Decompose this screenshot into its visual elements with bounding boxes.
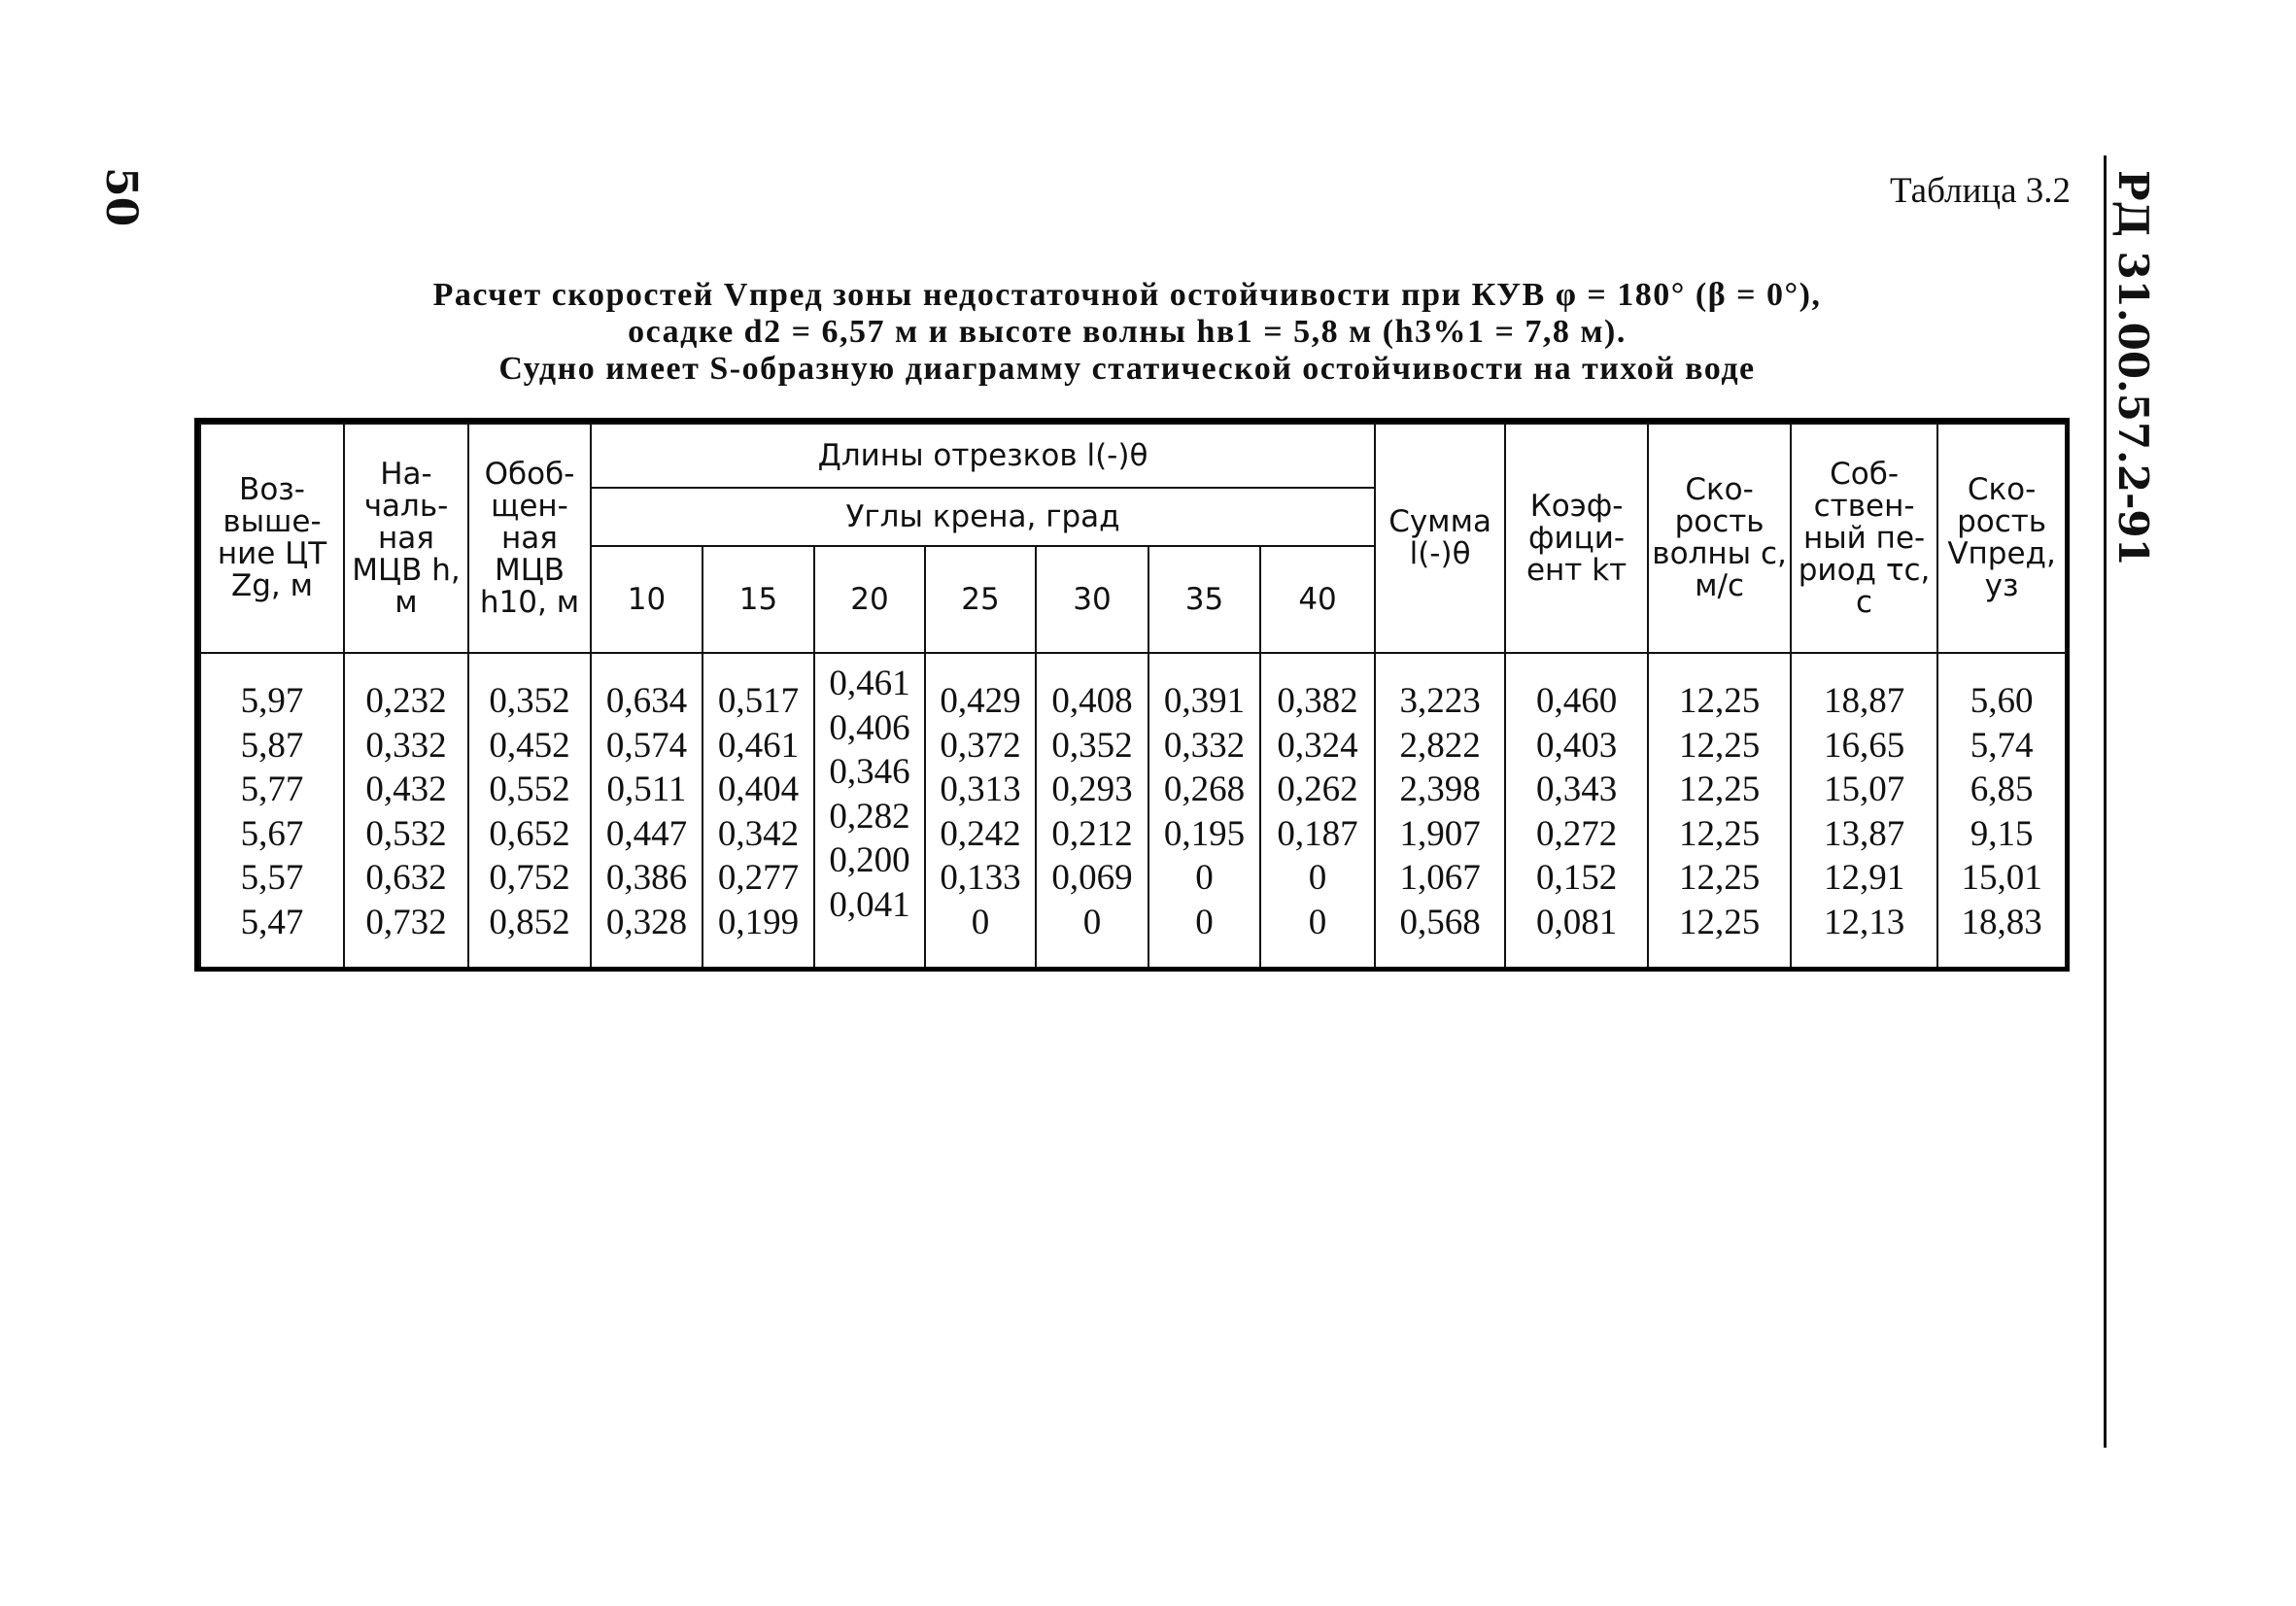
cell-v-row-6: 18,83 — [1961, 902, 2042, 942]
cell-a35-row-3: 0,268 — [1163, 769, 1246, 809]
cell-zg-row-4: 5,67 — [240, 813, 304, 854]
column-sum — [1375, 653, 1505, 967]
table-label: Таблица 3.2 — [1890, 171, 2071, 211]
cell-h10-row-2: 0,452 — [489, 725, 570, 766]
cell-a30-row-4: 0,212 — [1051, 813, 1133, 854]
cell-kt-row-1: 0,460 — [1535, 681, 1618, 721]
cell-h-row-2: 0,332 — [365, 725, 447, 766]
cell-a40-row-3: 0,262 — [1277, 769, 1358, 809]
column-h — [344, 653, 468, 967]
cell-sum-row-2: 2,822 — [1399, 725, 1481, 766]
header-angle-35: 35 — [1148, 546, 1260, 653]
cell-h10-row-5: 0,752 — [489, 858, 570, 898]
margin-rule — [2104, 155, 2107, 1448]
cell-a30-row-2: 0,352 — [1051, 725, 1133, 766]
cell-h10-row-4: 0,652 — [489, 813, 570, 854]
header-kt: Коэф-фици-ент kт — [1505, 424, 1648, 653]
cell-v-row-1: 5,60 — [1970, 681, 2034, 721]
cell-v-row-2: 5,74 — [1970, 725, 2034, 766]
cell-kt-row-5: 0,152 — [1535, 858, 1618, 898]
cell-zg-row-2: 5,87 — [240, 725, 304, 766]
cell-sum-row-1: 3,223 — [1399, 681, 1481, 721]
header-v-limit: Ско-рость Vпред, уз — [1937, 424, 2066, 653]
cell-h10-row-6: 0,852 — [489, 902, 570, 942]
document-code: РД 31.00.57.2-91 — [2109, 170, 2157, 566]
cell-a30-row-6: 0 — [1082, 902, 1102, 942]
cell-sum-row-4: 1,907 — [1399, 813, 1481, 854]
column-angle-20 — [814, 653, 925, 967]
cell-c-row-6: 12,25 — [1678, 902, 1761, 942]
cell-a10-row-6: 0,328 — [605, 902, 688, 942]
cell-h10-row-3: 0,552 — [489, 769, 570, 809]
cell-h-row-4: 0,532 — [365, 813, 447, 854]
column-angle-10 — [591, 653, 703, 967]
cell-a10-row-2: 0,574 — [605, 725, 688, 766]
cell-v-row-3: 6,85 — [1970, 769, 2034, 809]
cell-a25-row-2: 0,372 — [940, 725, 1021, 766]
cell-a25-row-1: 0,429 — [940, 681, 1021, 721]
cell-a20-row-5: 0,200 — [829, 840, 910, 880]
cell-a40-row-4: 0,187 — [1277, 813, 1358, 854]
cell-tau-row-3: 15,07 — [1823, 769, 1905, 809]
cell-a15-row-6: 0,199 — [717, 902, 800, 942]
header-zg: Воз-выше-ние ЦТ Zg, м — [200, 424, 344, 653]
cell-a35-row-5: 0 — [1195, 858, 1214, 898]
header-h: На-чаль-ная МЦВ h, м — [344, 424, 468, 653]
cell-a10-row-3: 0,511 — [606, 769, 687, 809]
header-angle-10: 10 — [591, 546, 703, 653]
column-angle-40 — [1260, 653, 1375, 967]
column-angle-25 — [925, 653, 1036, 967]
cell-a40-row-6: 0 — [1308, 902, 1327, 942]
cell-c-row-3: 12,25 — [1678, 769, 1761, 809]
cell-v-row-4: 9,15 — [1970, 813, 2034, 854]
cell-a35-row-6: 0 — [1195, 902, 1214, 942]
cell-h-row-1: 0,232 — [365, 681, 447, 721]
header-angle-25: 25 — [925, 546, 1036, 653]
cell-a30-row-5: 0,069 — [1051, 858, 1133, 898]
column-zg — [200, 653, 344, 967]
header-sum: Сумма l(-)θ — [1375, 424, 1505, 653]
cell-a15-row-3: 0,404 — [717, 769, 800, 809]
column-angle-15 — [703, 653, 814, 967]
cell-h-row-3: 0,432 — [365, 769, 447, 809]
cell-a15-row-2: 0,461 — [717, 725, 800, 766]
column-kt — [1505, 653, 1648, 967]
column-h10 — [468, 653, 591, 967]
cell-c-row-4: 12,25 — [1678, 813, 1761, 854]
cell-a20-row-2: 0,406 — [829, 707, 910, 748]
cell-a10-row-1: 0,634 — [605, 681, 688, 721]
column-angle-30 — [1036, 653, 1148, 967]
cell-a20-row-6: 0,041 — [829, 884, 910, 925]
cell-tau-row-4: 13,87 — [1823, 813, 1905, 854]
cell-a15-row-1: 0,517 — [717, 681, 800, 721]
cell-a25-row-6: 0 — [971, 902, 990, 942]
cell-tau-row-6: 12,13 — [1823, 902, 1905, 942]
caption-line-2: осадке d2 = 6,57 м и высоте волны hв1 = 5,8 м (h3%1 = 7,8 м). — [628, 314, 1627, 350]
cell-a10-row-5: 0,386 — [605, 858, 688, 898]
header-angles-group: Углы крена, град — [591, 488, 1375, 546]
cell-a15-row-5: 0,277 — [717, 858, 800, 898]
cell-tau-row-1: 18,87 — [1823, 681, 1905, 721]
cell-a15-row-4: 0,342 — [717, 813, 800, 854]
column-wave-speed — [1648, 653, 1791, 967]
caption-line-1: Расчет скоростей Vпред зоны недостаточной остойчивости при КУВ φ = 180° (β = 0°), — [432, 277, 1822, 313]
cell-sum-row-3: 2,398 — [1399, 769, 1481, 809]
cell-h-row-6: 0,732 — [365, 902, 447, 942]
cell-zg-row-3: 5,77 — [240, 769, 304, 809]
cell-a20-row-4: 0,282 — [829, 796, 910, 837]
cell-a35-row-1: 0,391 — [1163, 681, 1246, 721]
header-angle-20: 20 — [814, 546, 925, 653]
header-h10: Обоб-щен-ная МЦВ h10, м — [468, 424, 591, 653]
cell-a40-row-2: 0,324 — [1277, 725, 1358, 766]
cell-h-row-5: 0,632 — [365, 858, 447, 898]
column-angle-35 — [1148, 653, 1260, 967]
cell-a35-row-4: 0,195 — [1163, 813, 1246, 854]
header-angle-40: 40 — [1260, 546, 1375, 653]
cell-kt-row-6: 0,081 — [1535, 902, 1618, 942]
header-angle-30: 30 — [1036, 546, 1148, 653]
cell-zg-row-6: 5,47 — [240, 902, 304, 942]
cell-c-row-1: 12,25 — [1678, 681, 1761, 721]
cell-a30-row-1: 0,408 — [1051, 681, 1133, 721]
cell-a40-row-5: 0 — [1308, 858, 1327, 898]
header-lengths-group: Длины отрезков l(-)θ — [591, 424, 1375, 488]
cell-a40-row-1: 0,382 — [1277, 681, 1358, 721]
caption-line-3: Судно имеет S-образную диаграмму статической остойчивости на тихой воде — [498, 351, 1756, 387]
header-period: Соб-ствен-ный пе-риод τc, с — [1791, 424, 1937, 653]
cell-c-row-2: 12,25 — [1678, 725, 1761, 766]
cell-h10-row-1: 0,352 — [489, 681, 570, 721]
cell-kt-row-3: 0,343 — [1535, 769, 1618, 809]
cell-tau-row-5: 12,91 — [1823, 858, 1905, 898]
data-table — [194, 418, 2070, 972]
cell-sum-row-6: 0,568 — [1399, 902, 1481, 942]
cell-zg-row-1: 5,97 — [240, 681, 304, 721]
cell-a20-row-3: 0,346 — [829, 752, 910, 792]
cell-a25-row-4: 0,242 — [940, 813, 1021, 854]
cell-a25-row-5: 0,133 — [940, 858, 1021, 898]
cell-tau-row-2: 16,65 — [1823, 725, 1905, 766]
header-wave-speed: Ско-рость волны c, м/с — [1648, 424, 1791, 653]
header-angle-15: 15 — [703, 546, 814, 653]
cell-c-row-5: 12,25 — [1678, 858, 1761, 898]
cell-a10-row-4: 0,447 — [605, 813, 688, 854]
column-v-limit — [1937, 653, 2066, 967]
cell-a25-row-3: 0,313 — [940, 769, 1021, 809]
cell-kt-row-4: 0,272 — [1535, 813, 1618, 854]
cell-sum-row-5: 1,067 — [1399, 858, 1481, 898]
page-number: 50 — [96, 167, 146, 227]
cell-kt-row-2: 0,403 — [1535, 725, 1618, 766]
cell-zg-row-5: 5,57 — [240, 858, 304, 898]
cell-v-row-5: 15,01 — [1961, 858, 2042, 898]
cell-a20-row-1: 0,461 — [829, 664, 910, 703]
cell-a30-row-3: 0,293 — [1051, 769, 1133, 809]
column-period — [1791, 653, 1937, 967]
cell-a35-row-2: 0,332 — [1163, 725, 1246, 766]
table-caption — [194, 277, 2060, 388]
